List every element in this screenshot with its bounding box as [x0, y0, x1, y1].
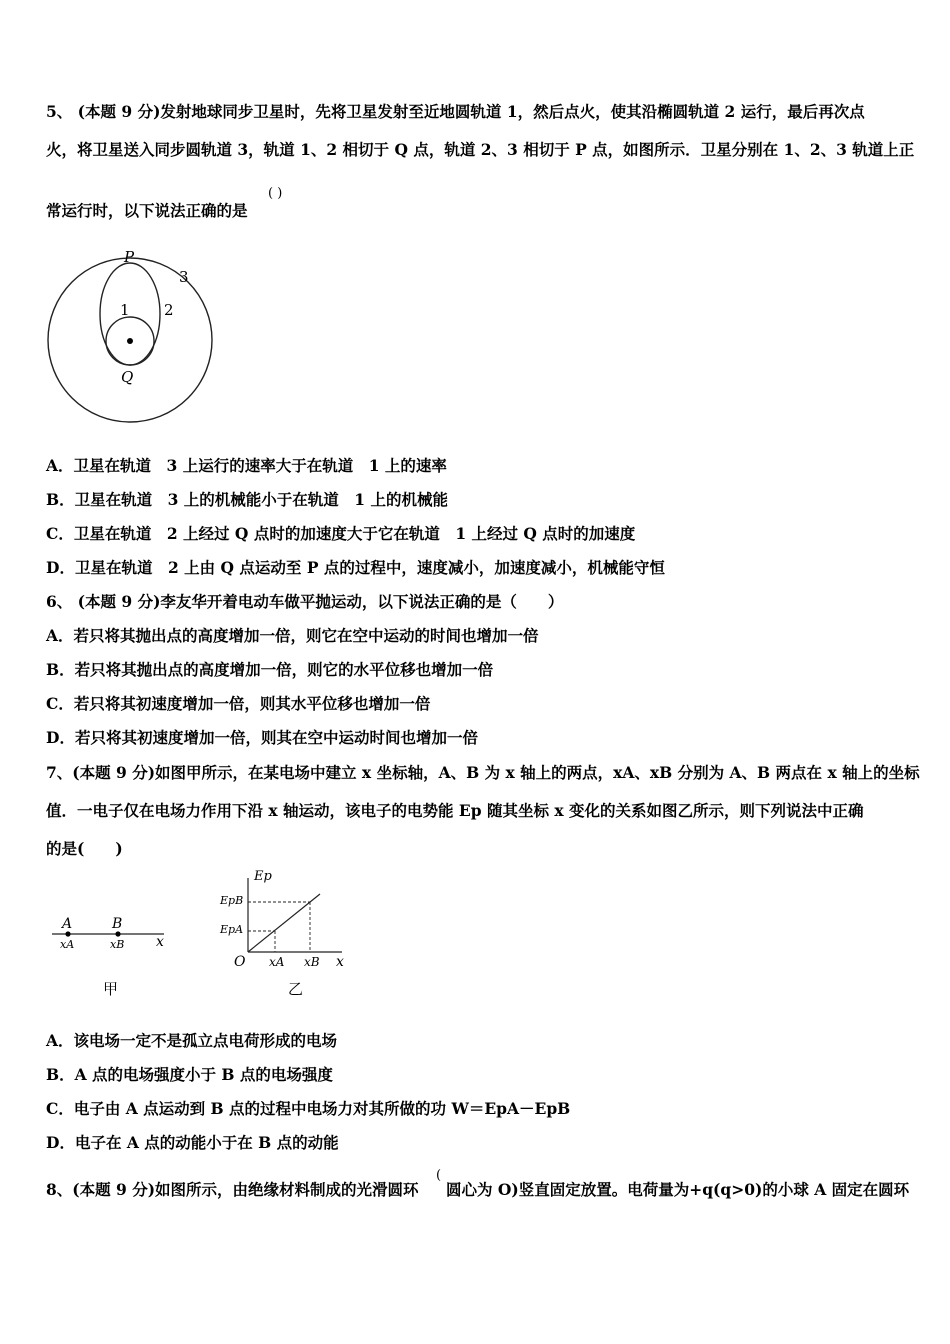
q6-option-b: B．若只将其抛出点的高度增加一倍，则它的水平位移也增加一倍 — [46, 660, 494, 679]
label-O: O — [234, 954, 246, 970]
label-1: 1 — [120, 301, 130, 319]
q5-option-a: A．卫星在轨道 3 上运行的速率大于在轨道 1 上的速率 — [46, 456, 447, 475]
q8-stem-part1: 8、(本题 9 分)如图所示，由绝缘材料制成的光滑圆环 — [46, 1180, 419, 1199]
label-xB: xB — [110, 938, 125, 951]
point-A — [65, 931, 70, 936]
label-Ep: Ep — [254, 869, 272, 884]
q5-orbit-figure — [46, 244, 216, 424]
q7-option-d: D．电子在 A 点的动能小于在 B 点的动能 — [46, 1133, 339, 1152]
label-2: 2 — [164, 301, 174, 319]
label-xA: xA — [269, 955, 285, 969]
label-x: x — [156, 934, 164, 950]
q6-option-c: C．若只将其初速度增加一倍，则其水平位移也增加一倍 — [46, 694, 431, 713]
label-x: x — [336, 954, 344, 970]
caption-yi: 乙 — [288, 980, 304, 998]
q5-stem-line2: 火，将卫星送入同步圆轨道 3，轨道 1、2 相切于 Q 点，轨道 2、3 相切于 P 点，如图所示．卫星分别在 1、2、3 轨道上正 — [46, 140, 915, 159]
q6-option-d: D．若只将其初速度增加一倍，则其在空中运动时间也增加一倍 — [46, 728, 478, 747]
label-xB: xB — [304, 955, 320, 969]
ep-line — [248, 894, 320, 952]
q7-figure-jia — [46, 910, 176, 1000]
label-A: A — [62, 916, 73, 932]
q5-stem-line1: 5、 (本题 9 分)发射地球同步卫星时，先将卫星发射至近地圆轨道 1，然后点火，使其沿椭圆轨道 2 运行，最后再次点 — [46, 102, 865, 121]
label-xA: xA — [60, 938, 75, 951]
q6-option-a: A．若只将其抛出点的高度增加一倍，则它在空中运动的时间也增加一倍 — [46, 626, 539, 645]
q5-answer-paren: ( ) — [268, 186, 283, 201]
label-EpA: EpA — [220, 923, 244, 936]
label-Q: Q — [121, 368, 134, 386]
orbit-2-ellipse — [100, 263, 160, 365]
q7-stem-line3: 的是( ) — [46, 839, 123, 858]
caption-jia: 甲 — [103, 980, 119, 998]
label-EpB: EpB — [220, 894, 244, 907]
label-3: 3 — [179, 268, 189, 286]
q7-option-b: B．A 点的电场强度小于 B 点的电场强度 — [46, 1065, 333, 1084]
q7-stem-line2: 值．一电子仅在电场力作用下沿 x 轴运动，该电子的电势能 Ep 随其坐标 x 变化的关系如图乙所示，则下列说法中正确 — [46, 801, 864, 820]
q7-option-a: A．该电场一定不是孤立点电荷形成的电场 — [46, 1031, 338, 1050]
q5-option-c: C．卫星在轨道 2 上经过 Q 点时的加速度大于它在轨道 1 上经过 Q 点时的加速度 — [46, 524, 636, 543]
q7-figure-yi — [216, 866, 356, 1000]
q8-open-paren: ( — [436, 1168, 442, 1183]
q7-stem-line1: 7、(本题 9 分)如图甲所示，在某电场中建立 x 坐标轴，A、B 为 x 轴上的两点，xA、xB 分别为 A、B 两点在 x 轴上的坐标 — [46, 763, 920, 782]
q5-stem-line3: 常运行时，以下说法正确的是 — [46, 201, 248, 220]
q8-stem-part2: 圆心为 O)竖直固定放置。电荷量为+q(q>0)的小球 A 固定在圆环 — [446, 1180, 910, 1199]
point-B — [115, 931, 120, 936]
earth-dot — [127, 338, 133, 344]
label-B: B — [112, 916, 123, 932]
q6-stem: 6、 (本题 9 分)李友华开着电动车做平抛运动，以下说法正确的是（ ） — [46, 592, 564, 611]
q5-option-d: D．卫星在轨道 2 上由 Q 点运动至 P 点的过程中，速度减小，加速度减小，机械能守恒 — [46, 558, 665, 577]
q5-option-b: B．卫星在轨道 3 上的机械能小于在轨道 1 上的机械能 — [46, 490, 448, 509]
q7-option-c: C．电子由 A 点运动到 B 点的过程中电场力对其所做的功 W＝EpA－EpB — [46, 1099, 571, 1118]
label-P: P — [124, 248, 135, 266]
